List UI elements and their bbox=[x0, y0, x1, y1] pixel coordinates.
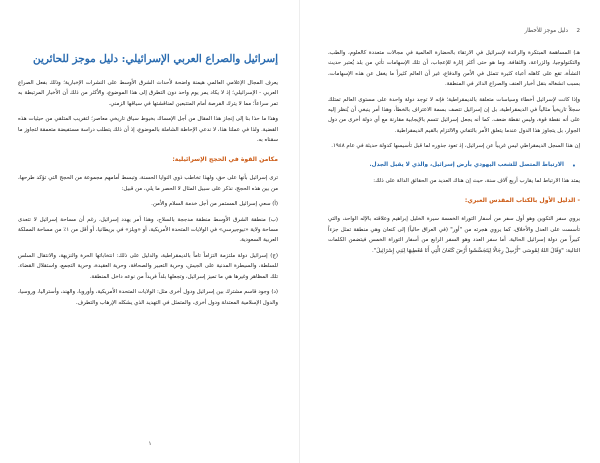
paragraph: وهذا ما حذا بنا إلى إنجاز هذا المقال من أجل الإمساك بخيوط سياق تاريخي معاصر؛ لتقريب المتلقي من حيثيات هذه القضية. ولذا في عملنا هذا، لا ندعي الإحاطة الشاملة بالموضوع، إذ أن ذلك يتطلب دراسة مستفيضة متعمقة لتجاوز ما سقناه به. bbox=[18, 116, 278, 144]
bullet-icon: • bbox=[571, 161, 576, 170]
paragraph: إن هذا السجل الديمقراطي ليس غريباً عن إسرائيل، إذ تعود جذوره لما قبل تأسيسها كدولة حديثة في عام ١٩٤٨. bbox=[331, 143, 580, 150]
list-item: (ب) منطقة الشرق الأوسط منطقة مدججة بالسلاح، وهذا أمر يهدد إسرائيل، رغم أن مساحة إسرائيل لا تتعدى مساحة ولاية «نيوجيرسي» في الولايات المتحدة الأمريكية، أو «ويلز» في بريطانيا، أو أقل من ١٪ من مساحة المملكة العربية السعودية. bbox=[18, 216, 279, 244]
page-number: ١ bbox=[148, 441, 152, 447]
paragraph: وإذا كانت لإسرائيل أخطاء وسياسات متعلقة بالديمقراطية؛ فإنه لا توجد دولة واحدة على مستوى العالم تمتلك سجلاً تاريخياً مثالياً في الديمقراطية، بل إن إسرائيل تتصف بسمة الاعتراف بالخطأ، وهذا أمر ينبغي أن يُنظر إليه على أنه نقطة قوة، وليس نقطة ضعف. كما أنه يجعل إسرائيل تتسم بالإيجابية مقارنة مع أي دولة أخرى من دول الجوار، بل يتجاوز هذا الدول عندما يتعلق الأمر بالتفاني والالتزام بالقيم الديمقراطية. bbox=[328, 96, 580, 134]
bullet-text: الارتباط المتصل للشعب اليهودي بأرض إسرائيل، والذي لا يقبل الجدل. bbox=[369, 161, 564, 168]
list-item: (ج) إسرائيل دولة ملتزمة التزاماً تاماً بالديمقراطية، والدليل على ذلك: انتخاباتها الحرة والنزيهة، والانتقال السلس للسلطة، والسيطرة المدنية على الجيش، وحرية التعبير والصحافة، وحرية العقيدة، وحرية التجمع، واستقلال القضاء. تلك المظاهر وغيرها هي ما تميز إسرائيل، وتجعلها بلداً فريداً من نوعه داخل المنطقة. bbox=[18, 252, 278, 280]
list-item: (أ) سعي إسرائيل المستمر من أجل خدمة السلام والأمن. bbox=[151, 201, 278, 208]
paragraph: هـ) المساهمة المبتكرة والرائدة لإسرائيل في الارتقاء بالحضارة العالمية في مجالات متعددة كالعلوم، والطب، والتكنولوجيا، والزراعة، والثقافة. وما هو حتى أكثر إثارة للإعجاب، أن تلك الإسهامات تأتي من بلد يُعتبر حديث النشأة، تقع على كاهله أعباء كثيرة تتمثل في الأمن والدفاع، غير أن العالم كثيراً ما يغفل عن هذه الإسهامات، بسبب انشغاله بنقل أخبار العنف والصراع الدائر في المنطقة. bbox=[328, 50, 580, 88]
document-title: إسرائيل والصراع العربي الإسرائيلي: دليل موجز للحائرين bbox=[33, 53, 278, 65]
header-title: دليل موجز للأخطار bbox=[524, 28, 568, 34]
right-page bbox=[300, 0, 600, 463]
section-heading: مكامن القوة في الحجج الإسرائيلية: bbox=[172, 156, 278, 164]
paragraph: يروي سفر التكوين وهو أول سفر من أسفار التوراة الخمسة سيرة الخليل إبراهيم وعلاقته بالإله الواحد، والتي تأسست على العدل والأخلاق، كما يروي هجرته من "أور" (في العراق حالياً) إلى كنعان وهي منطقة تمثل جزءاً كبيراً من دولة إسرائيل الحالية. أما سفر العدد وهو السفر الرابع من أسفار التوراة الخمس فيتضمن الكلمات التالية: "وَقَالَ اللهُ لِمُوسَى "أَرْسِلْ رِجَالًا لِيَتَجَسَّسُوا أَرْضَ كَنْعَانَ الَّتِي أَنَا مُعْطِيهَا لِبَنِي إِسْرَائِيلَ". bbox=[328, 216, 580, 254]
subsection-heading: - الدليل الأول بالكتاب المقدس العبري: bbox=[464, 197, 580, 205]
list-item: (د) وجود قاسم مشترك بين إسرائيل ودول أخرى مثل: الولايات المتحدة الأمريكية، وأوروبا، والهند، وأستراليا، وروسيا، والدول الإسلامية المعتدلة ودول أخرى، والمتمثل في التهديد الذي يشكله الإرهاب والتطرف. bbox=[18, 289, 278, 306]
paragraph: يعرف المجال الإعلامي العالمي هيمنة واضحة لأحداث الشرق الأوسط على النشرات الإخبارية؛ وذلك بفعل الصراع العربي - الإسرائيلي؛ إذ لا يكاد يمر يوم واحد دون التطرق إلى هذا الموضوع، والأكثر من ذلك أن الأخبار المرتبطة به تمر سراعاً؛ مما لا يترك الفرصة أمام المتتبعين لمناقشتها في سياقها الزمني. bbox=[18, 80, 278, 107]
bullet-point bbox=[328, 160, 580, 170]
running-header bbox=[328, 26, 580, 36]
paragraph: يمتد هذا الارتباط لما يقارب أربع آلاف سنة، حيث إن هناك العديد من الحقائق الدالة على ذلك: bbox=[373, 178, 580, 185]
paragraph: ترى إسرائيل بأنها على حق، ولهذا تخاطب ذوي النوايا الحسنة، وتبسط أمامهم مجموعة من الحجج التي تؤكد طرحها، من بين هذه الحجج، نذكر على سبيل المثال لا الحصر ما يلي، من قبيل: bbox=[18, 175, 278, 192]
header-page-number: 2 bbox=[576, 28, 580, 34]
